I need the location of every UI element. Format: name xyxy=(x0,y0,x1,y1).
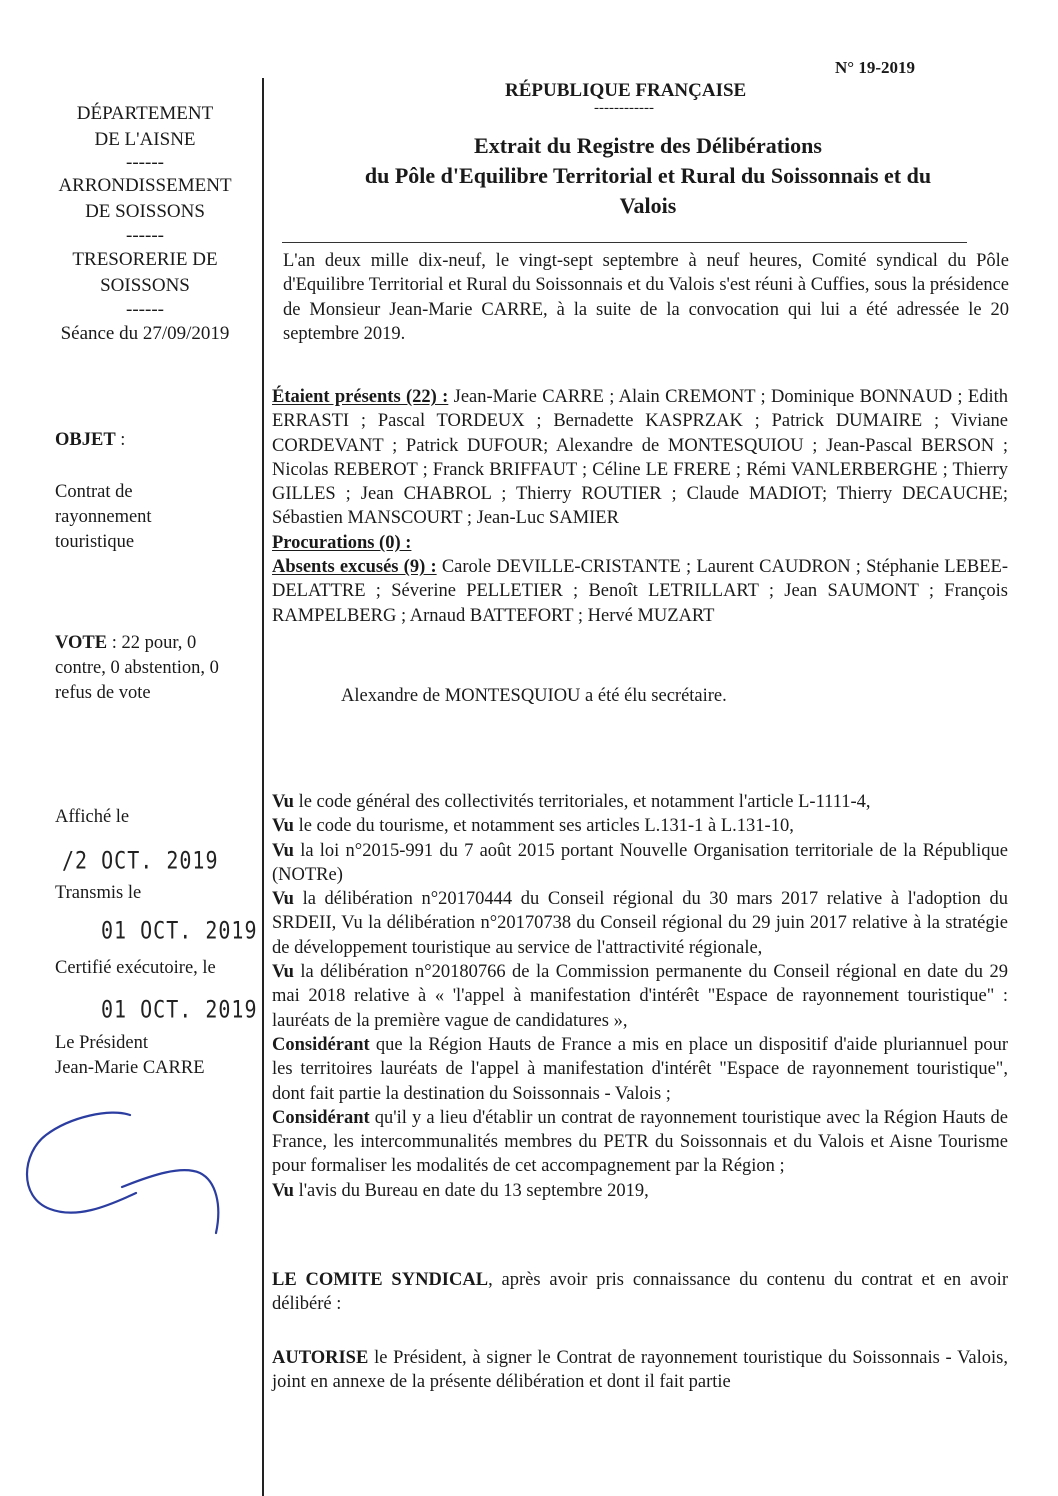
absents-paragraph: Absents excusés (9) : Carole DEVILLE-CRISTANTE ; Laurent CAUDRON ; Stéphanie LEBEE-DELATTRE ; Séverine PELLETIER ; Benoît LETRILLART ; Jean SAUMONT ; François RAMPELBERG ; Arnaud BATTEFORT ; Hervé MUZART xyxy=(272,557,1008,626)
department-line-2: DE L'AISNE xyxy=(94,129,196,150)
considerant-item: Vu le code général des collectivités territoriales, et notamment l'article L-1111-4, xyxy=(272,792,871,812)
separator: ------ xyxy=(126,152,164,173)
signature xyxy=(12,1105,237,1240)
objet-heading: OBJET : xyxy=(55,430,126,450)
tresorerie-line-2: SOISSONS xyxy=(100,275,190,296)
transmis-label: Transmis le xyxy=(55,883,142,903)
separator: ------ xyxy=(126,225,164,246)
affiche-date-stamp: /2 OCT. 2019 xyxy=(62,845,219,875)
header-dashes: ------------ xyxy=(594,100,654,116)
considerants-list xyxy=(272,790,1008,1203)
considerant-item: Vu la loi n°2015-991 du 7 août 2015 portant Nouvelle Organisation territoriale de la République (NOTRe) xyxy=(272,840,1008,885)
procurations-line: Procurations (0) : xyxy=(272,532,412,553)
tresorerie-line-1: TRESORERIE DE xyxy=(72,249,218,270)
left-header-block xyxy=(30,101,260,347)
considerant-item: Vu la délibération n°20180766 de la Commission permanente du Conseil régional en date du 29 mai 2018 relative à « 'l'appel à manifestation d'intérêt "Espace de rayonnement touristique" : lauréats de la première vague de candidatures », xyxy=(272,962,1008,1031)
objet-text: Contrat de rayonnement touristique xyxy=(55,482,152,552)
vote-summary: VOTE : 22 pour, 0 contre, 0 abstention, 0 refus de vote xyxy=(55,633,219,703)
arrondissement-line-1: ARRONDISSEMENT xyxy=(58,175,232,196)
document-title: Extrait du Registre des Délibérations du Pôle d'Equilibre Territorial et Rural du Soissonnais et du Valois xyxy=(364,133,932,218)
affiche-label: Affiché le xyxy=(55,807,130,827)
secretaire-line: Alexandre de MONTESQUIOU a été élu secrétaire. xyxy=(341,686,727,706)
arrondissement-line-2: DE SOISSONS xyxy=(85,201,205,222)
attendance-block xyxy=(272,385,1008,628)
seance-date: Séance du 27/09/2019 xyxy=(60,323,230,344)
certifie-label: Certifié exécutoire, le xyxy=(55,958,216,978)
title-rule xyxy=(282,242,967,243)
republique-francaise: RÉPUBLIQUE FRANÇAISE xyxy=(505,80,747,101)
transmis-date-stamp: 01 OCT. 2019 xyxy=(101,915,258,945)
autorise-paragraph: AUTORISE le Président, à signer le Contrat de rayonnement touristique du Soissonnais - Valois, joint en annexe de la présente délibération et dont il fait partie xyxy=(272,1348,1008,1393)
department-line-1: DÉPARTEMENT xyxy=(76,103,214,124)
intro-paragraph: L'an deux mille dix-neuf, le vingt-sept septembre à neuf heures, Comité syndical du Pôle d'Equilibre Territorial et Rural du Soissonnais et du Valois s'est réuni à Cuffies, sous la présidence de Monsieur Jean-Marie CARRE, à la suite de la convocation qui lui a été adressée le 20 septembre 2019. xyxy=(283,251,1009,344)
presents-paragraph: Étaient présents (22) : Jean-Marie CARRE ; Alain CREMONT ; Dominique BONNAUD ; Edith ERRASTI ; Pascal TORDEUX ; Bernadette KASPRZAK ; Patrick DUMAIRE ; Viviane CORDEVANT ; Patrick DUFOUR; Alexandre de MONTESQUIOU ; Jean-Pascal BERSON ; Nicolas REBEROT ; Franck BRIFFAUT ; Céline LE FRERE ; Rémi VANLERBERGHE ; Thierry GILLES ; Jean CHABROL ; Thierry ROUTIER ; Claude MADIOT; Thierry DECAUCHE; Sébastien MANSCOURT ; Jean-Luc SAMIER xyxy=(272,387,1008,529)
considerant-item: Vu l'avis du Bureau en date du 13 septembre 2019, xyxy=(272,1180,649,1201)
president-block: Le Président Jean-Marie CARRE xyxy=(55,1033,205,1078)
deliberation-number: N° 19-2019 xyxy=(835,58,915,77)
considerant-item: Vu le code du tourisme, et notamment ses articles L.131-1 à L.131-10, xyxy=(272,816,794,837)
separator: ------ xyxy=(126,299,164,320)
certifie-date-stamp: 01 OCT. 2019 xyxy=(101,994,258,1024)
considerant-item: Vu la délibération n°20170444 du Conseil régional du 30 mars 2017 relative à l'adoption du SRDEII, Vu la délibération n°20170738 du Conseil régional du 29 juin 2017 relative à la stratégie de développement touristique au service de l'attractivité régionale, xyxy=(272,889,1008,958)
column-divider xyxy=(262,78,264,1496)
considerant-item: Considérant qu'il y a lieu d'établir un contrat de rayonnement touristique avec la Région Hauts de France, les intercommunalités membres du PETR du Soissonnais et du Valois et Aisne Tourisme pour formaliser les modalités de cet accompagnement par la Région ; xyxy=(272,1107,1008,1177)
comite-paragraph: LE COMITE SYNDICAL, après avoir pris connaissance du contenu du contrat et en avoir délibéré : xyxy=(272,1270,1008,1315)
considerant-item: Considérant que la Région Hauts de France a mis en place un dispositif d'aide pluriannuel pour les territoires lauréats de l'appel à manifestation d'intérêt "Espace de rayonnement touristique", dont fait partie la destination du Soissonnais - Valois ; xyxy=(272,1034,1008,1104)
